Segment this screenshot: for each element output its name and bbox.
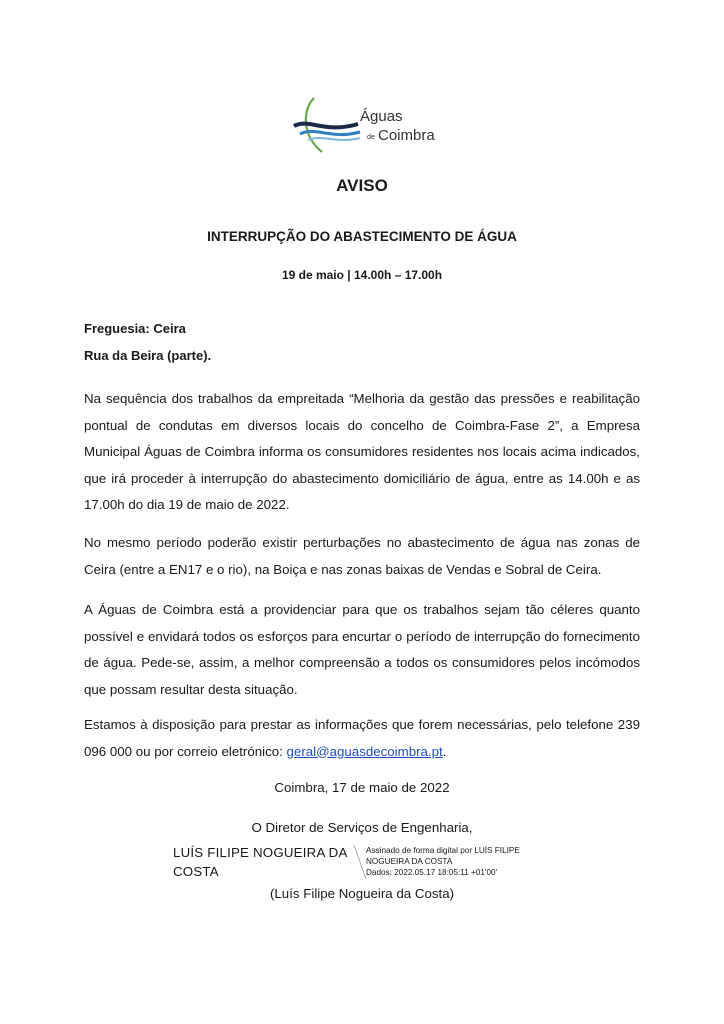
digital-signature-info bbox=[366, 845, 566, 878]
contact-end: . bbox=[442, 743, 447, 759]
place-date: Coimbra, 17 de maio de 2022 bbox=[274, 780, 450, 795]
signature-line-3: Dados: 2022.05.17 18:05:11 +01'00' bbox=[366, 868, 498, 877]
signer-name: LUÍS FILIPE NOGUEIRA DA COSTA bbox=[173, 845, 347, 879]
paragraph-4 bbox=[84, 712, 640, 765]
paragraph-2: No mesmo período poderão existir perturbações no abastecimento de água nas zonas de Ceira (entre a EN17 e o rio), na Boiça e nas zonas baixas de Vendas e Sobral de Ceira. bbox=[84, 535, 640, 577]
logo-de: de bbox=[367, 134, 375, 141]
contact-text: Estamos à disposição para prestar as informações que forem necessárias, pelo telefone 239 096 000 ou por correio eletrónico: bbox=[84, 717, 640, 759]
director-title: O Diretor de Serviços de Engenharia, bbox=[251, 820, 473, 835]
paragraph-1: Na sequência dos trabalhos da empreitada “Melhoria da gestão das pressões e reabilitação pontual de condutas em diversos locais do concelho de Coimbra-Fase 2”, a Empresa Municipal Águas de Coimbra informa os consumidores residentes nos locais acima indicados, que irá proceder à interrupção do abastecimento domiciliário de água, entre as 14.00h e as 17.00h do dia 19 de maio de 2022. bbox=[84, 391, 640, 512]
email-link[interactable]: geral@aguasdecoimbra.pt bbox=[286, 743, 443, 759]
notice-dates: 19 de maio | 14.00h – 17.00h bbox=[281, 268, 443, 282]
signature-line-1: Assinado de forma digital por LUÍS FILIPE bbox=[366, 846, 520, 855]
logo-city: Coimbra bbox=[378, 127, 435, 144]
paragraph-3: A Águas de Coimbra está a providenciar para que os trabalhos sejam tão céleres quanto possível e envidará todos os esforços para encurtar o período de interrupção do fornecimento de água. Pede-se, assim, a melhor compreensão a todos os consumidores pelos incómodos que possam resultar desta situação. bbox=[84, 602, 640, 697]
aguas-de-coimbra-logo bbox=[290, 90, 440, 160]
signature-line-2: NOGUEIRA DA COSTA bbox=[366, 857, 453, 866]
logo-wave-icon bbox=[290, 90, 440, 160]
notice-subtitle: INTERRUPÇÃO DO ABASTECIMENTO DE ÁGUA bbox=[207, 229, 517, 244]
freguesia-line: Freguesia: Ceira bbox=[84, 321, 186, 336]
signer-name-parenthetical: (Luís Filipe Nogueira da Costa) bbox=[269, 886, 455, 901]
street-line: Rua da Beira (parte). bbox=[84, 348, 212, 363]
notice-title: AVISO bbox=[336, 176, 388, 195]
logo-title: Águas bbox=[360, 108, 403, 125]
